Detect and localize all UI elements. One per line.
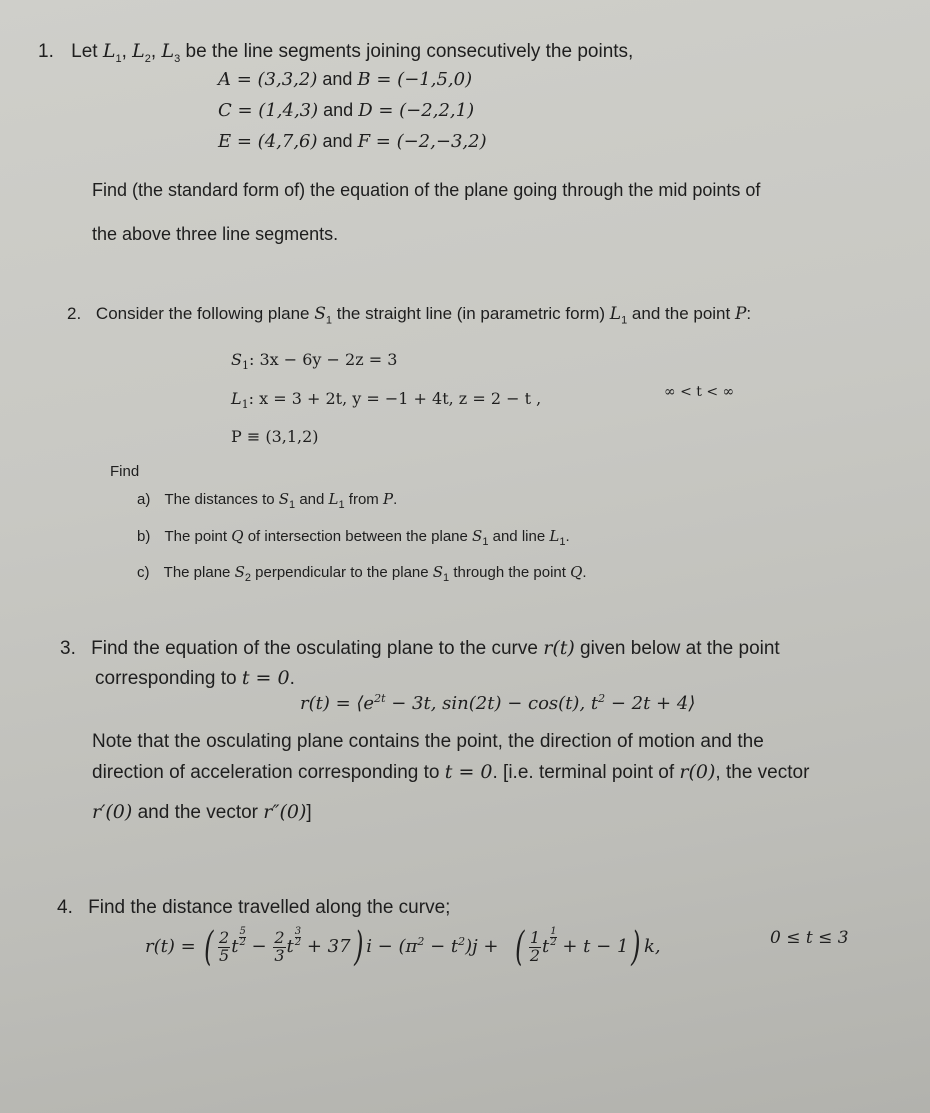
point-e: E = (4,7,6): [218, 131, 318, 152]
q2-line-equation: [231, 389, 542, 412]
text: and the point: [627, 304, 735, 323]
q4-intro: [57, 897, 450, 919]
equation: : x = 3 + 2t, y = −1 + 4t, z = 2 − t ,: [248, 389, 542, 408]
text: − 2t + 4⟩: [605, 693, 696, 714]
q2-part-c: [137, 563, 587, 584]
left-paren: (: [515, 924, 525, 970]
sub: 1: [482, 536, 489, 548]
var: L: [328, 490, 339, 508]
part-label: c): [137, 564, 150, 581]
sub: 1: [621, 314, 628, 327]
text: of intersection between the plane: [243, 528, 473, 545]
equation: : 3x − 6y − 2z = 3: [248, 350, 398, 369]
den: 2: [239, 937, 246, 948]
var: r″(0): [263, 801, 307, 823]
den: 2: [294, 937, 302, 948]
text: , the vector: [715, 762, 810, 783]
q2-plane-equation: [231, 350, 398, 373]
num: 2: [219, 927, 230, 947]
text: ,: [150, 41, 162, 62]
var: S: [472, 527, 483, 545]
right-paren: ): [631, 924, 641, 970]
text: . [i.e. terminal point of: [492, 762, 680, 783]
den: 2: [550, 937, 557, 948]
var: t: [286, 936, 294, 957]
text: The plane: [163, 564, 235, 581]
q1-intro: [38, 40, 633, 63]
var: t: [542, 936, 550, 957]
fraction: [218, 927, 230, 965]
right-paren: ): [353, 924, 364, 970]
sub: 2: [144, 52, 151, 65]
var: r′(0): [92, 801, 133, 823]
point-b: B = (−1,5,0): [357, 69, 473, 90]
q3-note-line1: Note that the osculating plane contains the point, the direction of motion and the: [92, 731, 764, 752]
var: t: [231, 936, 239, 957]
num: 5: [239, 926, 246, 937]
sub: 1: [338, 499, 345, 511]
text: − t: [424, 936, 459, 957]
text: be the line segments joining consecutively the points,: [180, 41, 634, 62]
text: direction of acceleration corresponding to: [92, 762, 445, 783]
text: i − (π: [366, 936, 418, 957]
q1-task-line2: the above three line segments.: [92, 224, 339, 244]
q2-find-label: Find: [110, 463, 140, 480]
text: − 3t, sin(2t) − cos(t), t: [385, 693, 599, 714]
text: and: [317, 69, 358, 89]
q2-part-b: [137, 527, 570, 548]
var: S: [432, 563, 444, 581]
fraction: [529, 927, 541, 965]
var: t = 0: [241, 667, 290, 689]
var: S: [314, 304, 326, 324]
text: ]: [306, 802, 312, 823]
q1-task-line1: Find (the standard form of) the equation of the plane going through the mid points of: [92, 180, 761, 200]
point-f: F = (−2,−3,2): [357, 131, 487, 152]
q4-range: 0 ≤ t ≤ 3: [770, 928, 849, 948]
q3-line2: [95, 667, 295, 690]
text: The point: [164, 528, 232, 545]
text: and line: [488, 528, 550, 545]
var: L: [132, 40, 145, 62]
text: corresponding to: [95, 668, 242, 689]
var: S: [278, 490, 290, 508]
sub: 1: [289, 499, 296, 511]
sub: 1: [241, 398, 249, 412]
var: L: [231, 389, 242, 408]
text: r(t) =: [145, 936, 202, 957]
q4-curve-equation: [145, 922, 661, 972]
text: .: [565, 528, 570, 545]
q2-line-range: ∞ < t < ∞: [664, 384, 735, 400]
text: the straight line (in parametric form): [332, 304, 610, 323]
q2-intro: [67, 304, 752, 327]
text: through the point: [449, 564, 571, 581]
var: r(0): [679, 761, 716, 783]
text: + t − 1: [556, 936, 629, 957]
var: L: [102, 40, 116, 62]
text: + 37: [301, 936, 351, 957]
num: 1: [550, 926, 557, 937]
num: 3: [294, 926, 302, 937]
text: ,: [121, 41, 133, 62]
q3-line1: [60, 637, 780, 660]
fraction: [273, 927, 285, 965]
text: perpendicular to the plane: [250, 564, 433, 581]
var: P: [382, 490, 394, 508]
exponent: 2t: [374, 692, 386, 705]
left-paren: (: [204, 924, 214, 970]
var: Q: [570, 563, 583, 581]
q3-note-line3: [92, 801, 312, 824]
num: 1: [529, 927, 541, 947]
sub: 1: [115, 52, 122, 65]
text: .: [289, 668, 295, 689]
var: L: [549, 527, 560, 545]
text: from: [344, 491, 383, 508]
q1-point-pair-cd: [218, 100, 474, 121]
q2-number: 2.: [67, 304, 82, 323]
sub: 1: [443, 572, 450, 584]
q3-curve-equation: [300, 693, 695, 714]
sub: 3: [174, 52, 181, 65]
q3-note-line2: [92, 761, 809, 784]
var: P: [734, 304, 747, 324]
q3-number: 3.: [60, 638, 76, 659]
q4-number: 4.: [57, 897, 73, 918]
q2-part-a: [137, 490, 398, 511]
var: S: [231, 350, 242, 369]
part-label: b): [137, 528, 151, 545]
num: 2: [274, 927, 285, 947]
q1-point-pair-ab: [218, 69, 472, 90]
text: and: [317, 131, 358, 151]
var: t = 0: [444, 761, 493, 783]
text: and: [295, 491, 329, 508]
q1-number: 1.: [38, 41, 54, 62]
var: r(t): [543, 637, 575, 659]
text: :: [746, 304, 752, 323]
text: Consider the following plane: [95, 304, 315, 323]
part-label: a): [137, 491, 151, 508]
sub: 1: [241, 359, 249, 373]
text: The distances to: [164, 491, 279, 508]
sub: 2: [244, 572, 251, 584]
sub: 1: [325, 314, 333, 327]
text: .: [393, 491, 398, 508]
q1-point-pair-ef: [218, 131, 487, 152]
exponent: 2: [458, 935, 466, 948]
den: 2: [529, 945, 541, 965]
text: −: [245, 936, 273, 957]
text: Find the distance travelled along the curve;: [88, 897, 451, 918]
text: )j +: [465, 936, 505, 957]
text: Let: [71, 41, 103, 62]
q2-point-p: P ≡ (3,1,2): [231, 427, 319, 446]
den: 3: [274, 945, 285, 965]
var: L: [161, 40, 175, 62]
text: and the vector: [132, 802, 264, 823]
sub: 1: [559, 536, 566, 548]
text: k,: [644, 936, 661, 957]
exponent: 2: [417, 935, 425, 948]
den: 5: [219, 945, 230, 965]
var: S: [234, 563, 245, 581]
point-a: A = (3,3,2): [218, 69, 318, 90]
text: r(t) = ⟨e: [300, 693, 375, 714]
text: and: [318, 100, 359, 120]
point-d: D = (−2,2,1): [358, 100, 475, 121]
text: Find the equation of the osculating plane to the curve: [91, 638, 544, 659]
text: given below at the point: [574, 638, 780, 659]
var: L: [609, 304, 622, 324]
point-c: C = (1,4,3): [218, 100, 319, 121]
var: Q: [231, 527, 244, 545]
exponent: 2: [598, 692, 606, 705]
text: .: [582, 564, 587, 581]
